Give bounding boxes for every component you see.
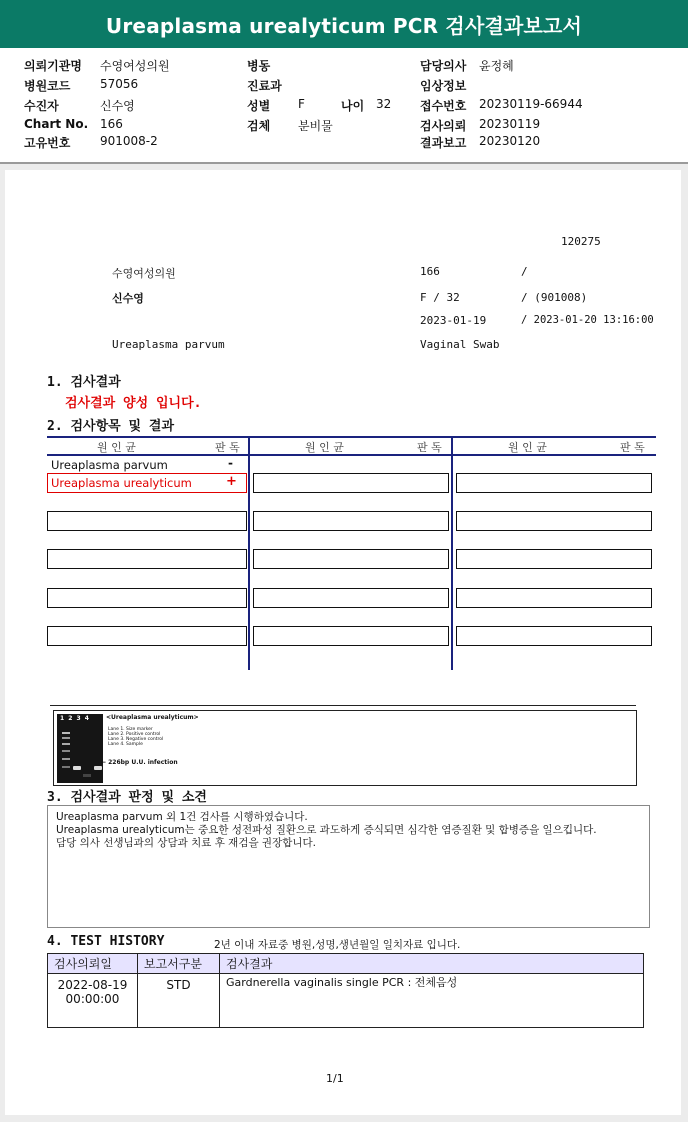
history-result: Gardnerella vaginalis single PCR : 전체음성 bbox=[220, 974, 644, 1028]
gel-legend-1: Lane 1. Size marker bbox=[108, 727, 153, 732]
patient-label: 수진자 bbox=[24, 99, 59, 113]
doc-unique: / (901008) bbox=[521, 291, 588, 304]
history-note: 2년 이내 자료중 병원,성명,생년월일 일치자료 입니다. bbox=[214, 939, 461, 951]
empty-cell bbox=[253, 473, 449, 493]
history-header: 검사의뢰일 bbox=[48, 954, 138, 974]
empty-cell bbox=[456, 511, 652, 531]
doc-chart: 166 bbox=[420, 265, 440, 278]
doc-sample: Vaginal Swab bbox=[420, 338, 500, 351]
doc-patient: 신수영 bbox=[112, 292, 144, 305]
empty-cell bbox=[456, 626, 652, 646]
section4-heading: 4. TEST HISTORY bbox=[47, 934, 165, 949]
history-type: STD bbox=[138, 974, 220, 1028]
gel-legend-2: Lane 2. Positive control bbox=[108, 732, 161, 737]
section1-heading: 1. 검사결과 bbox=[47, 375, 121, 390]
col-judge-1: 판 독 bbox=[215, 441, 240, 454]
request-label: 검사의뢰 bbox=[420, 119, 467, 133]
empty-cell bbox=[47, 511, 247, 531]
doc-request-date: 2023-01-19 bbox=[420, 314, 487, 327]
doc-sex-age: F / 32 bbox=[420, 291, 460, 304]
history-time: 00:00:00 bbox=[65, 992, 120, 1006]
history-date-cell bbox=[48, 974, 138, 1028]
empty-cell bbox=[456, 473, 652, 493]
report-label: 결과보고 bbox=[420, 136, 467, 150]
doc-institution: 수영여성의원 bbox=[112, 267, 176, 280]
col-pathogen-2: 원 인 균 bbox=[305, 441, 344, 454]
clinical-label: 임상정보 bbox=[420, 79, 467, 93]
gel-legend-3: Lane 3. Negative control bbox=[108, 737, 164, 742]
col-judge-3: 판 독 bbox=[620, 441, 645, 454]
empty-cell bbox=[253, 626, 449, 646]
empty-cell bbox=[47, 626, 247, 646]
gel-legend-4: Lane 4. Sample bbox=[108, 742, 143, 747]
col-pathogen-1: 원 인 균 bbox=[97, 441, 136, 454]
col-pathogen-3: 원 인 균 bbox=[508, 441, 547, 454]
divider-line bbox=[50, 705, 636, 706]
institution-value: 수영여성의원 bbox=[100, 59, 170, 73]
opinion-line: Ureaplasma parvum 외 1건 검사를 시행하였습니다. bbox=[56, 811, 308, 823]
empty-cell bbox=[253, 549, 449, 569]
age-value: 32 bbox=[376, 97, 392, 111]
gel-image bbox=[57, 714, 103, 783]
doc-report-datetime: / 2023-01-20 13:16:00 bbox=[521, 314, 654, 326]
chart-label: Chart No. bbox=[24, 117, 89, 131]
request-value: 20230119 bbox=[479, 117, 541, 131]
hospital-code-value: 57056 bbox=[100, 77, 139, 91]
opinion-line: 담당 의사 선생님과의 상담과 치료 후 재검을 권장합니다. bbox=[56, 837, 316, 849]
report-value: 20230120 bbox=[479, 134, 541, 148]
history-table bbox=[47, 953, 644, 1028]
report-title: Ureaplasma urealyticum PCR 검사결과보고서 bbox=[0, 0, 688, 48]
specimen-value: 분비물 bbox=[298, 119, 333, 133]
report-header bbox=[0, 48, 688, 164]
gel-band-label: ← 226bp U.U. infection bbox=[101, 759, 178, 766]
specimen-label: 검체 bbox=[247, 119, 271, 133]
empty-cell bbox=[456, 549, 652, 569]
section2-heading: 2. 검사항목 및 결과 bbox=[47, 419, 175, 434]
dept-label: 진료과 bbox=[247, 79, 282, 93]
item-name: Ureaplasma parvum bbox=[51, 458, 168, 472]
empty-cell bbox=[253, 588, 449, 608]
sex-label: 성별 bbox=[247, 99, 271, 113]
empty-cell bbox=[47, 588, 247, 608]
unique-label: 고유번호 bbox=[24, 136, 71, 150]
age-label: 나이 bbox=[341, 99, 365, 113]
unique-value: 901008-2 bbox=[100, 134, 158, 148]
empty-cell bbox=[253, 511, 449, 531]
receipt-label: 접수번호 bbox=[420, 99, 467, 113]
history-date: 2022-08-19 bbox=[57, 978, 128, 992]
gel-lane-numbers: 1 2 3 4 bbox=[60, 715, 89, 722]
gel-title: <Ureaplasma urealyticum> bbox=[106, 714, 199, 721]
ward-label: 병동 bbox=[247, 59, 271, 73]
receipt-value: 20230119-66944 bbox=[479, 97, 583, 111]
institution-label: 의뢰기관명 bbox=[24, 59, 82, 73]
doctor-label: 담당의사 bbox=[420, 59, 467, 73]
table-row bbox=[48, 974, 644, 1028]
hospital-code-label: 병원코드 bbox=[24, 79, 71, 93]
doc-chart-slash: / bbox=[521, 265, 528, 278]
result-summary: 검사결과 양성 입니다. bbox=[65, 396, 202, 411]
empty-cell bbox=[47, 549, 247, 569]
patient-value: 신수영 bbox=[100, 99, 135, 113]
sex-value: F bbox=[298, 97, 305, 111]
history-header: 검사결과 bbox=[220, 954, 644, 974]
col-divider bbox=[248, 436, 250, 670]
doc-test-name: Ureaplasma parvum bbox=[112, 338, 225, 351]
col-divider bbox=[451, 436, 453, 670]
doctor-value: 윤정혜 bbox=[479, 59, 514, 73]
col-header-3 bbox=[452, 436, 656, 456]
empty-cell bbox=[456, 588, 652, 608]
item-name: Ureaplasma urealyticum bbox=[51, 476, 192, 490]
opinion-box bbox=[47, 805, 650, 928]
chart-value: 166 bbox=[100, 117, 123, 131]
col-header-2 bbox=[249, 436, 452, 456]
opinion-line: Ureaplasma urealyticum는 중요한 성전파성 질환으로 과도하게 증식되면 심각한 염증질환 및 합병증을 일으킵니다. bbox=[56, 824, 597, 836]
col-header-1 bbox=[47, 436, 249, 456]
page-number: 1/1 bbox=[326, 1072, 344, 1085]
history-header: 보고서구분 bbox=[138, 954, 220, 974]
section3-heading: 3. 검사결과 판정 및 소견 bbox=[47, 790, 207, 805]
doc-id: 120275 bbox=[561, 235, 601, 248]
gel-figure bbox=[53, 710, 637, 786]
item-judge: + bbox=[226, 474, 237, 489]
item-row-positive bbox=[47, 473, 247, 493]
col-judge-2: 판 독 bbox=[417, 441, 442, 454]
item-judge: - bbox=[228, 456, 233, 470]
